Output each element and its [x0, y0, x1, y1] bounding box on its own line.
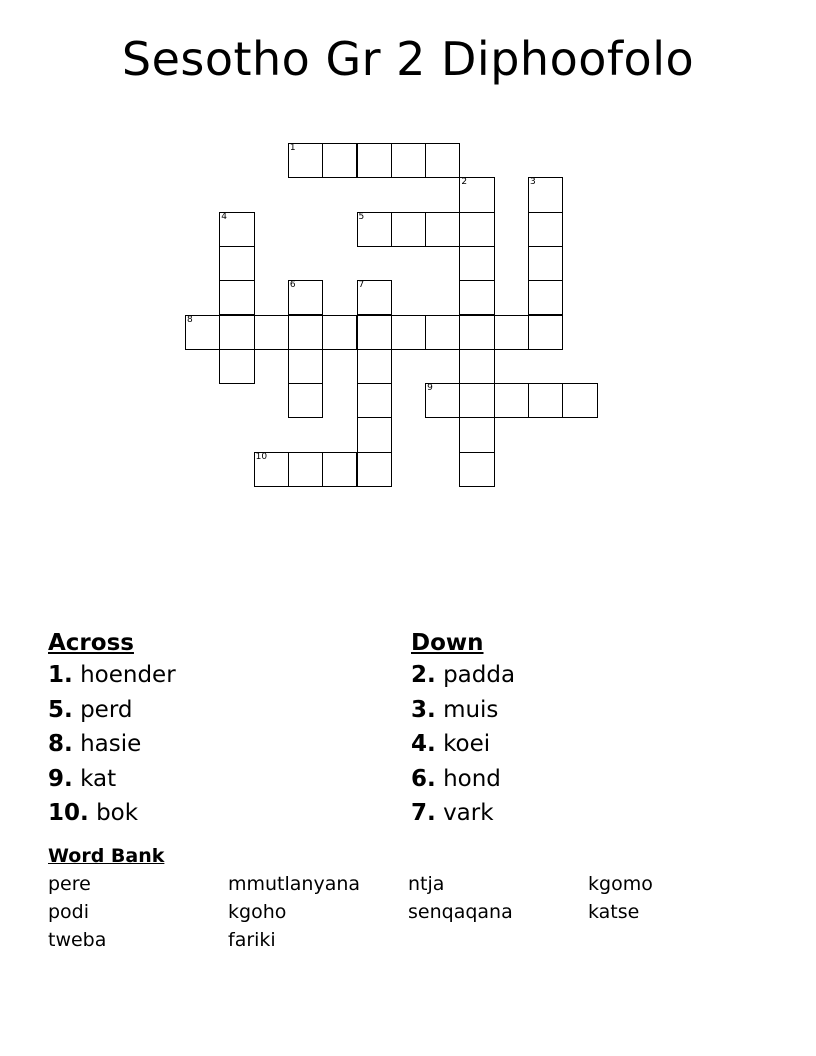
word-bank-heading: Word Bank	[48, 845, 165, 867]
word-bank-list	[48, 871, 768, 953]
crossword-cell[interactable]	[459, 212, 494, 247]
clue-number: 7.	[411, 800, 436, 826]
crossword-cell[interactable]	[494, 315, 529, 350]
clue-across-8	[48, 729, 176, 764]
clue-text: muis	[443, 696, 499, 723]
crossword-cell[interactable]	[562, 383, 597, 418]
word-bank-item: mmutlanyana	[228, 873, 361, 895]
cell-number: 9	[427, 383, 433, 394]
crossword-cell[interactable]	[459, 246, 494, 281]
cell-number: 3	[530, 177, 536, 188]
crossword-cell[interactable]	[528, 212, 563, 247]
clue-text: hoender	[80, 662, 176, 688]
crossword-cell[interactable]	[459, 280, 494, 315]
down-clues	[411, 630, 515, 833]
clue-number: 2.	[411, 662, 436, 688]
clue-number: 10.	[48, 800, 89, 826]
clue-text: koei	[443, 731, 491, 757]
crossword-cell[interactable]	[528, 315, 563, 350]
crossword-cell[interactable]	[357, 315, 392, 350]
crossword-cell[interactable]	[528, 177, 563, 212]
crossword-grid	[0, 0, 816, 520]
word-bank-item: tweba	[48, 929, 107, 951]
word-bank	[48, 845, 768, 953]
across-clues	[48, 630, 176, 833]
clue-down-6	[411, 764, 515, 799]
clue-across-10	[48, 798, 176, 833]
crossword-cell[interactable]	[357, 452, 392, 487]
crossword-cell[interactable]	[528, 280, 563, 315]
crossword-cell[interactable]	[288, 383, 323, 418]
crossword-cell[interactable]	[425, 143, 460, 178]
down-heading: Down	[411, 630, 484, 656]
crossword-cell[interactable]	[528, 246, 563, 281]
crossword-cell[interactable]	[185, 315, 220, 350]
word-bank-item: kgoho	[228, 901, 287, 923]
crossword-cell[interactable]	[357, 349, 392, 384]
cell-number: 7	[358, 280, 365, 291]
clue-text: perd	[80, 696, 133, 723]
clue-number: 1.	[48, 662, 73, 688]
clue-text: padda	[443, 662, 516, 688]
clue-text: kat	[80, 765, 117, 792]
crossword-cell[interactable]	[459, 315, 494, 350]
crossword-cell[interactable]	[322, 315, 357, 350]
clue-across-1	[48, 660, 176, 695]
crossword-cell[interactable]	[288, 143, 323, 178]
cell-number: 6	[289, 280, 296, 291]
crossword-cell[interactable]	[219, 212, 254, 247]
crossword-cell[interactable]	[391, 212, 426, 247]
crossword-cell[interactable]	[459, 383, 494, 418]
clue-number: 5.	[48, 696, 73, 723]
clue-number: 6.	[411, 765, 436, 792]
cell-number: 2	[461, 177, 468, 188]
across-heading: Across	[48, 630, 134, 656]
clue-down-3	[411, 695, 515, 730]
word-bank-item: fariki	[228, 929, 276, 951]
cell-number: 8	[187, 314, 193, 325]
crossword-cell[interactable]	[357, 280, 392, 315]
crossword-cell[interactable]	[425, 383, 460, 418]
clue-text: hond	[443, 765, 501, 792]
crossword-cell[interactable]	[494, 383, 529, 418]
crossword-cell[interactable]	[288, 452, 323, 487]
crossword-cell[interactable]	[219, 246, 254, 281]
clue-number: 3.	[411, 696, 436, 723]
crossword-cell[interactable]	[459, 417, 494, 452]
clue-across-5	[48, 695, 176, 730]
clue-down-4	[411, 729, 515, 764]
crossword-cell[interactable]	[357, 143, 392, 178]
crossword-cell[interactable]	[425, 315, 460, 350]
cell-number: 4	[221, 211, 228, 222]
crossword-cell[interactable]	[459, 452, 494, 487]
crossword-cell[interactable]	[288, 280, 323, 315]
clue-number: 4.	[411, 731, 436, 757]
crossword-cell[interactable]	[357, 212, 392, 247]
cell-number: 5	[358, 211, 365, 222]
word-bank-item: katse	[588, 901, 640, 923]
clue-across-9	[48, 764, 176, 799]
crossword-cell[interactable]	[425, 212, 460, 247]
crossword-cell[interactable]	[288, 315, 323, 350]
cell-number: 10	[255, 451, 268, 462]
word-bank-item: senqaqana	[408, 901, 513, 923]
clue-text: bok	[96, 800, 139, 826]
crossword-cell[interactable]	[254, 452, 289, 487]
clue-down-7	[411, 798, 515, 833]
crossword-cell[interactable]	[288, 349, 323, 384]
crossword-cell[interactable]	[528, 383, 563, 418]
crossword-cell[interactable]	[322, 143, 357, 178]
clue-number: 9.	[48, 765, 73, 792]
crossword-cell[interactable]	[254, 315, 289, 350]
word-bank-item: ntja	[408, 873, 445, 895]
page-title: Sesotho Gr 2 Diphoofolo	[121, 32, 695, 86]
clue-text: vark	[443, 800, 494, 826]
clue-text: hasie	[80, 731, 142, 757]
crossword-cell[interactable]	[391, 143, 426, 178]
word-bank-item: kgomo	[588, 873, 653, 895]
crossword-cell[interactable]	[219, 349, 254, 384]
crossword-cell[interactable]	[459, 349, 494, 384]
cell-number: 1	[289, 143, 296, 153]
crossword-cell[interactable]	[322, 452, 357, 487]
crossword-cell[interactable]	[357, 383, 392, 418]
word-bank-item: pere	[48, 873, 91, 895]
clue-number: 8.	[48, 731, 73, 757]
clue-down-2	[411, 660, 515, 695]
crossword-cell[interactable]	[219, 280, 254, 315]
crossword-cell[interactable]	[391, 315, 426, 350]
crossword-cell[interactable]	[357, 417, 392, 452]
word-bank-item: podi	[48, 901, 90, 923]
crossword-cell[interactable]	[219, 315, 254, 350]
crossword-cell[interactable]	[459, 177, 494, 212]
